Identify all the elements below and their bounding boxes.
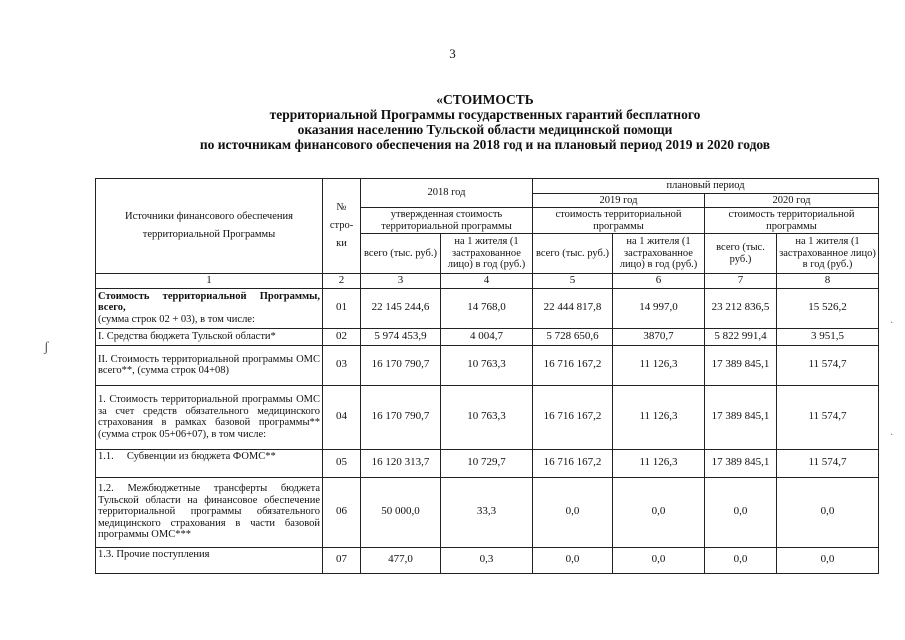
cell-value: 16 170 790,7 [361,385,441,449]
cell-value: 22 444 817,8 [533,288,613,328]
cell-value: 5 728 650,6 [533,328,613,345]
header-approved-cost-2018: утвержденная стоимость территориальной программы [361,208,533,234]
column-index-row [96,274,879,289]
cell-value: 16 716 167,2 [533,449,613,477]
table-row [96,477,879,547]
cell-value: 33,3 [441,477,533,547]
table-row [96,449,879,477]
cell-value: 11 574,7 [777,385,879,449]
row-label: 1.2. Межбюджетные трансферты бюджета Тульской области на финансовое обеспечение территориальной программы обязательного медицинского страхования в части базовой программы ОМС*** [96,477,323,547]
header-total-2019: всего (тыс. руб.) [533,234,613,274]
cell-value: 477,0 [361,547,441,573]
row-number: 03 [323,345,361,385]
cell-value: 17 389 845,1 [705,449,777,477]
cell-value: 16 716 167,2 [533,345,613,385]
header-cost-2019: стоимость территориальной программы [533,208,705,234]
cell-value: 0,0 [613,547,705,573]
cell-value: 16 170 790,7 [361,345,441,385]
column-index: 5 [533,274,613,289]
header-total-2018: всего (тыс. руб.) [361,234,441,274]
row-number: 07 [323,547,361,573]
header-2019: 2019 год [533,193,705,208]
cell-value: 10 763,3 [441,345,533,385]
row-label [96,288,323,328]
table-row [96,345,879,385]
cell-value: 3870,7 [613,328,705,345]
header-source: Источники финансового обеспечения территориальной Программы [96,179,323,274]
column-index: 7 [705,274,777,289]
edge-tick-mark: · [890,430,894,441]
header-per-capita-2018: на 1 жителя (1 застрахованное лицо) в год (руб.) [441,234,533,274]
cell-value: 4 004,7 [441,328,533,345]
column-index: 1 [96,274,323,289]
header-planned-period: плановый период [533,179,879,194]
row-label: 1.3. Прочие поступления [96,547,323,573]
title-line-3: оказания населению Тульской области медицинской помощи [297,122,673,137]
row-label: 1.1. Субвенции из бюджета ФОМС** [96,449,323,477]
table-row [96,328,879,345]
cell-value: 11 126,3 [613,345,705,385]
edge-tick-mark: · [890,318,894,329]
title-line-1: «СТОИМОСТЬ [436,92,534,107]
header-cost-2020: стоимость территориальной программы [705,208,879,234]
cell-value: 3 951,5 [777,328,879,345]
cell-value: 15 526,2 [777,288,879,328]
cell-value: 0,0 [705,477,777,547]
column-index: 3 [361,274,441,289]
cell-value: 50 000,0 [361,477,441,547]
cell-value: 0,0 [613,477,705,547]
row-label: 1. Стоимость территориальной программы ОМС за счет средств обязательного медицинского страхования в рамках базовой программы** (сумма строк 05+06+07), в том числе: [96,385,323,449]
cell-value: 17 389 845,1 [705,385,777,449]
table-row [96,288,879,328]
header-2020: 2020 год [705,193,879,208]
cell-value: 11 574,7 [777,449,879,477]
row-number: 06 [323,477,361,547]
page-number: 3 [449,46,456,61]
cell-value: 0,0 [777,477,879,547]
cell-value: 0,0 [533,477,613,547]
row-label-note: (сумма строк 02 + 03), в том числе: [98,313,255,325]
row-label: I. Средства бюджета Тульской области* [96,328,323,345]
cell-value: 5 974 453,9 [361,328,441,345]
cell-value: 11 126,3 [613,385,705,449]
header-total-2020: всего (тыс. руб.) [705,234,777,274]
column-index: 8 [777,274,879,289]
row-number: 01 [323,288,361,328]
cell-value: 16 716 167,2 [533,385,613,449]
header-2018: 2018 год [361,179,533,208]
cell-value: 10 729,7 [441,449,533,477]
row-number: 04 [323,385,361,449]
cell-value: 22 145 244,6 [361,288,441,328]
cell-value: 11 574,7 [777,345,879,385]
column-index: 4 [441,274,533,289]
document-title [100,92,870,152]
cell-value: 10 763,3 [441,385,533,449]
cell-value: 14 997,0 [613,288,705,328]
cell-value: 23 212 836,5 [705,288,777,328]
row-label-main: Стоимость территориальной Программы, всего, [98,290,320,314]
row-label: II. Стоимость территориальной программы ОМС всего**, (сумма строк 04+08) [96,345,323,385]
cell-value: 0,3 [441,547,533,573]
title-line-2: территориальной Программы государственных гарантий бесплатного [269,107,701,122]
title-line-4: по источникам финансового обеспечения на 2018 год и на плановый период 2019 и 2020 годов [199,137,771,152]
table-row [96,385,879,449]
header-row-number: № стро-ки [323,179,361,274]
column-index: 2 [323,274,361,289]
cell-value: 11 126,3 [613,449,705,477]
cell-value: 0,0 [777,547,879,573]
margin-pen-mark: ʃ [44,340,49,355]
cell-value: 0,0 [705,547,777,573]
header-per-capita-2019: на 1 жителя (1 застрахованное лицо) в год (руб.) [613,234,705,274]
cell-value: 17 389 845,1 [705,345,777,385]
financing-table [95,178,879,574]
row-number: 02 [323,328,361,345]
table-row [96,547,879,573]
column-index: 6 [613,274,705,289]
row-number: 05 [323,449,361,477]
cell-value: 14 768,0 [441,288,533,328]
cell-value: 5 822 991,4 [705,328,777,345]
cell-value: 16 120 313,7 [361,449,441,477]
cell-value: 0,0 [533,547,613,573]
header-per-capita-2020: на 1 жителя (1 застрахованное лицо) в год (руб.) [777,234,879,274]
